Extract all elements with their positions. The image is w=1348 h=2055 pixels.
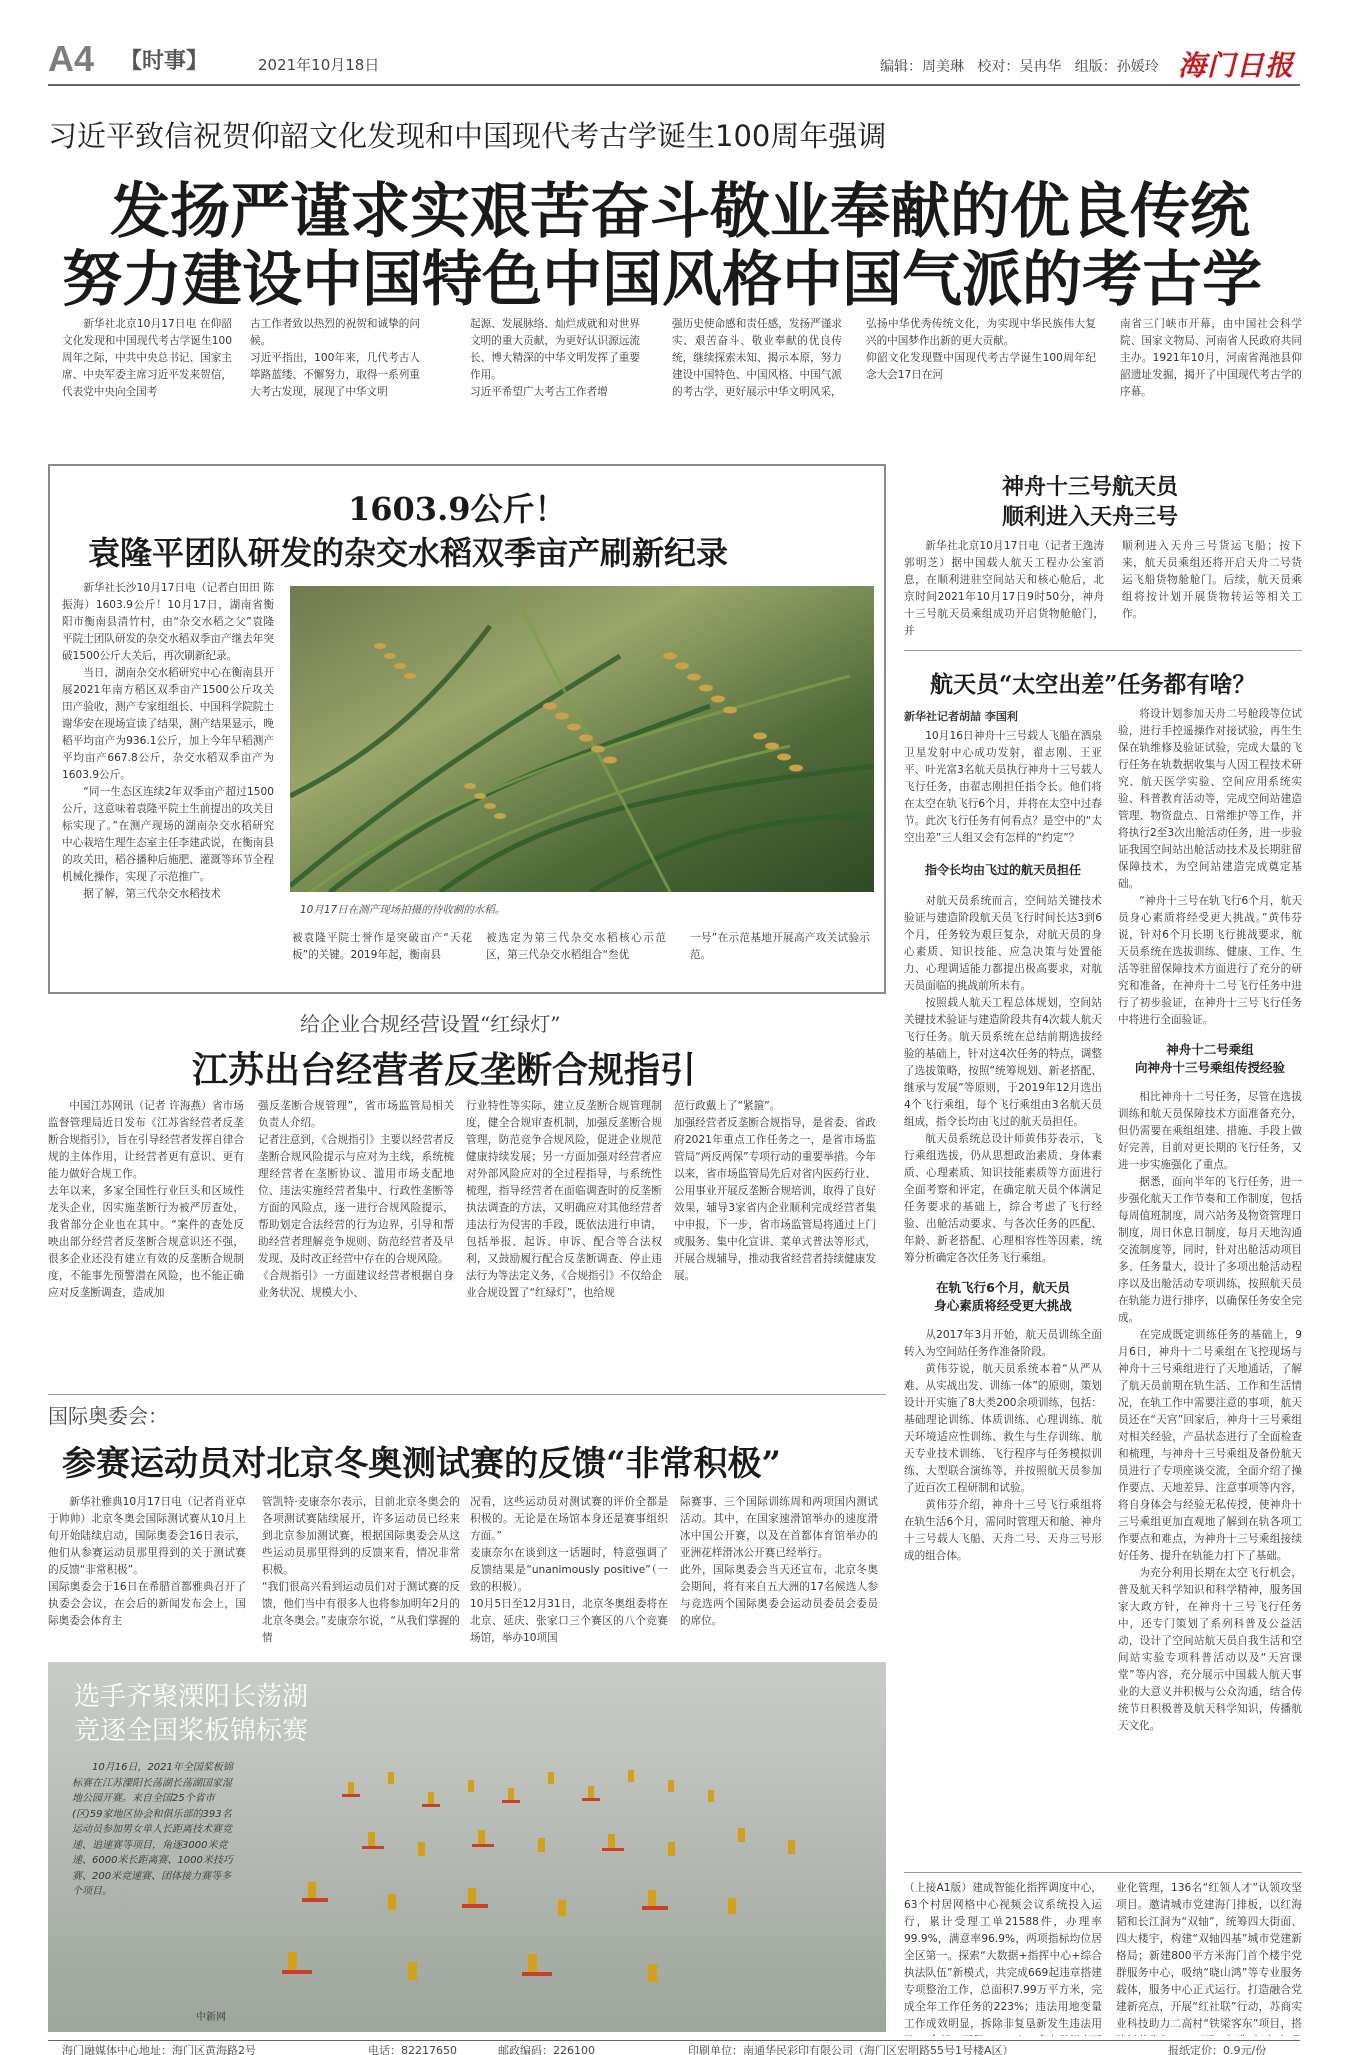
astronaut-para: 对航天员系统而言，空间站关键技术验证与建造阶段航天员飞行时间长达3到6个月，任务较为艰巨复杂，对航天员的身心素质、知识技能、应急决策与处置能力、心理调适能力都提出极高要求，对航天员面临的挑战前所未有。 — [904, 895, 1102, 992]
paddle-title-1: 选手齐聚溧阳长荡湖 — [74, 1682, 309, 1712]
shenzhou-brief-col-1: 新华社北京10月17日电（记者王逸涛 郭明芝）据中国载人航天工程办公室消息，在顺利进驻空间站天和核心舱后，北京时间2021年10月17日9时50分，神舟十三号航天员乘组成功开启货物舱舱门，并 — [904, 540, 1104, 637]
masthead — [0, 0, 1348, 88]
olympic-col-3: 况看，这些运动员对测试赛的评价全都是积极的。无论是在场馆本身还是赛事组织方面。” 麦康奈尔在谈到这一话题时，特意强调了反馈结果是“unanimously positive”（一致的积极）。 10月5日至12月31日，北京冬奥组委将在北京、延庆、张家口三个赛区的八个竞赛场馆，举办10项国 — [470, 1496, 668, 1644]
astronaut-subhead-2: 在轨飞行6个月，航天员 身心素质将经受更大挑战 — [934, 1280, 1072, 1313]
astronaut-col-2 — [1118, 706, 1302, 1866]
paddle-title-2: 竞逐全国桨板锦标赛 — [74, 1716, 309, 1746]
astronaut-para: 为充分利用长期在太空飞行机会，普及航天科学知识和科学精神，服务国家大政方针，在神舟十三号飞行任务中，还专门策划了系列科普及公益活动，设计了空间站航天员自我生活和空间站实验专项科普活动以及“天宫课堂”等内容，充分展示中国载人航天事业的大意义并积极与公众沟通，结合传统节日积极普及航天科学知识，传播航天文化。 — [1118, 1567, 1302, 1732]
astronaut-para: 相比神舟十二号任务，尽管在选拔训练和航天员保障技术方面准备充分，但仍需要在乘组组建、措施、手段上做好完善，目前对更长期的飞行任务，又进一步实施强化了重点。 — [1118, 1091, 1302, 1171]
olympic-col-2: 管凯特·麦康奈尔表示，目前北京冬奥会的各项测试赛陆续展开，许多运动员已经来到北京参加测试赛，根据国际奥委会从这些运动员那里得到的反馈来看，情况非常积极。 “我们很高兴看到运动员们对于测试赛的反馈，他们当中有很多人也将参加明年2月的北京冬奥会。”麦康奈尔说，“从我们掌握的情 — [262, 1496, 460, 1644]
paddle-credit: 中新网 — [196, 2012, 226, 2023]
masthead-rule — [48, 84, 1300, 86]
editor-credits: 编辑：周美琳 校对：吴冉华 组版：孙媛玲 — [880, 59, 1159, 75]
olympic-col-4: 际赛事、三个国际训练周和两项国内测试活动。其中，在国家速滑馆举办的速度滑冰中国公开赛，以及在首都体育馆举办的亚洲花样滑冰公开赛已经举行。 此外，国际奥委会当天还宣布，北京冬奥会期间，将有来自五大洲的17名候选人参与竞选两个国际奥委会运动员委员会委员的席位。 — [680, 1496, 878, 1627]
astronaut-para: 从2017年3月开始，航天员训练全面转入为空间站任务作准备阶段。 — [904, 1329, 1102, 1358]
redlight-col-3: 行业特性等实际，建立反垄断合规管理制度，健全合规审查机制，加强反垄断合规管理，防范竞争合规风险，促进企业规范健康持续发展；另一方面加强对经营者应对外部风险应对的全过程指导，与系统性梳理，指导经营者在面临调查时的反垄断执法调查的方法，又明确应对其他经营者违法行为侵害的手段，既依法进行申请，包括举报、起诉、申诉、配合等合法权利，又鼓励履行配合反垄断调查、停止违法行为等法定义务，《合规指引》不仅给企业合规设置了“红绿灯”，也给规 — [466, 1100, 662, 1299]
astronaut-para: 10月16日神舟十三号载人飞船在酒泉卫星发射中心成功发射，翟志刚、王亚平、叶光富3名航天员执行神舟十三号载人飞行任务，由翟志刚担任指令长。他们将在太空在轨飞行6个月，并将在太空中过春节。此次飞行任务有何看点？是空中的“太空出差”三人组又会有怎样的“约定”？ — [904, 730, 1102, 844]
astronaut-para: 黄伟芬说，航天员系统本着“从严从难、从实战出发、训练一体”的原则，策划设计开实施了8大类200余项训练，包括：基础理论训练、体质训练、心理训练、航天环境适应性训练、救生与生存训练、航天专业技术训练、飞行程序与任务模拟训练、大型联合演练等，并按照航天员参加了近百次工程研制和试验。 — [904, 1363, 1102, 1494]
lead-col-6: 南省三门峡市开幕，由中国社会科学院、国家文物局、河南省人民政府共同主办。1921年10月，河南省渑池县仰韶遗址发掘，揭开了中国现代考古学的序幕。 — [1120, 318, 1302, 398]
olympic-kicker: 国际奥委会： — [48, 1404, 168, 1428]
footer-phone: 电话：82217650 — [368, 2044, 457, 2055]
page-number: A4 — [48, 38, 95, 79]
footer — [48, 2042, 1300, 2055]
astronaut-title: 航天员“太空出差”任务都有啥？ — [930, 671, 1256, 698]
lead-col-5: 弘扬中华优秀传统文化，为实现中华民族伟大复兴的中国梦作出新的更大贡献。 仰韶文化发现暨中国现代考古学诞生100周年纪念大会17日在河 — [866, 318, 1096, 381]
rice-subtitle: 袁隆平团队研发的杂交水稻双季亩产刷新纪录 — [88, 534, 729, 572]
astronaut-subhead-3: 神舟十二号乘组 向神舟十三号乘组传授经验 — [1134, 1042, 1285, 1075]
lead-col-3: 起源、发展脉络、灿烂成就和对世界文明的重大贡献，为更好认识源远流长、博大精深的中华文明发挥了重要作用。 习近平希望广大考古工作者增 — [470, 318, 640, 398]
rice-photo-caption: 10月17日在测产现场拍摄的待收割的水稻。 — [300, 904, 506, 916]
paddle-caption: 10月16日，2021年全国桨板锦标赛在江苏溧阳长荡湖长荡湖国家湿地公园开赛。来自全国25个省市(区)59家地区协会和俱乐部的393名运动员参加男女单人长距离技术赛竞速、追速赛等项目，角逐3000米竞速、6000米长距离赛、1000米技巧赛、200米竞速赛、团体接力赛等多个项目。 — [72, 1762, 233, 1897]
shenzhou-brief-title-1: 神舟十三号航天员 — [1002, 474, 1179, 500]
rice-col-3: 被选定为第三代杂交水稻核心示范区，第三代杂交水稻组合“叁优 — [486, 932, 666, 961]
redlight-col-2: 强反垄断合规管理”，省市场监管局相关负责人介绍。 记者注意到，《合规指引》主要以经营者反垄断合规风险提示与应对为主线，系统梳理经营者在垄断协议、滥用市场支配地位、违法实施经营者集中、行政性垄断等方面的风险点，逐一进行合规风险提示，帮助划定合法经营的行为边界，引导和帮助经营者理解竞争规则、防范经营者及早发现、及时改正经营中存在的合规风险。 《合规指引》一方面建议经营者根据自身业务状况、规模大小、 — [258, 1100, 454, 1299]
footer-printer: 印刷单位：南通华民彩印有限公司（海门区宏明路55号1号楼A区） — [688, 2044, 1014, 2055]
lead-col-2: 古工作者致以热烈的祝贺和诚挚的问候。 习近平指出，100年来，几代考古人筚路蓝缕、不懈努力，取得一系列重大考古发现，展现了中华文明 — [250, 318, 420, 398]
olympic-col-1: 新华社雅典10月17日电（记者肖亚卓 于帅帅）北京冬奥会国际测试赛从10月上旬开始陆续启动，国际奥委会16日表示，他们从参赛运动员那里得到的关于测试赛的反馈“非常积极”。 国际奥委会于16日在希腊首都雅典召开了执委会会议，在会后的新闻发布会上，国际奥委会体育主 — [48, 1496, 246, 1627]
continued-col-1: （上接A1版）建成智能化指挥调度中心，63个村居网格中心视频会议系统投入运行，累计受理工单21588件，办理率99.9%，满意率96.9%，两项指标均位居全区第一。探索“大数据+指挥中心+综合执法队伍”新模式，共完成669起违章搭建专项整治工作，总面积7.99万平方米，完成全年工作任务的223%；违法用地变量工作成效明显，拆除非复垦新发生违法用 — [904, 1882, 1102, 2030]
issue-date: 2021年10月18日 — [258, 56, 380, 74]
rice-para: 新华社长沙10月17日电（记者白田田 陈振海）1603.9公斤！10月17日，湖南省衡阳市衡南县清竹村，由“杂交水稻之父”袁隆平院士团队研发的杂交水稻双季亩产继去年突破1500公斤大关后，再次刷新纪录。 — [62, 582, 274, 662]
lead-title-line1: 发扬严谨求实艰苦奋斗敬业奉献的优良传统 — [110, 177, 1250, 247]
lead-kicker: 习近平致信祝贺仰韶文化发现和中国现代考古学诞生100周年强调 — [48, 119, 887, 153]
footer-address: 海门融媒体中心地址：海门区黄海路2号 — [62, 2044, 256, 2055]
shenzhou-brief-col-2: 顺利进入天舟三号货运飞船；按下来，航天员乘组还将开启天舟二号货运飞船货物舱舱门。后续，航天员乘组将按计划开展货物转运等相关工作。 — [1122, 540, 1302, 620]
astronaut-para: 航天员系统总设计师黄伟芬表示，飞行乘组选拔，仍从思想政治素质、身体素质、心理素质、知识技能素质等方面进行全面考察和评定，在确定航天员个体满足任务要求的基础上，综合考虑了飞行经验、出舱活动要求、与各次任务的匹配、年龄、新老搭配、心理相容性等因素，统筹分析确定各次任务飞行乘组。 — [904, 1133, 1102, 1264]
rice-title: 1603.9公斤！ — [348, 490, 567, 528]
astronaut-col-1 — [904, 728, 1102, 1868]
astronaut-para: 将设计划参加天舟二号舱段等位试验，进行手控遥操作对接试验，再生生保在轨维修及验证试验，完成大量的飞行任务在轨数据收集与人因工程技术研究、航天医学实验、空间应用系统实验、科普教育活动等，完成空间站建造管理、物资盘点、日常维护等工作，并将执行2至3次出舱活动任务，进一步验证我国空间站出舱活动技术及长期驻留保障技术，为空间站建造完成奠定基础。 — [1118, 708, 1302, 890]
divider — [904, 650, 1302, 651]
newspaper-logo: 海门日报 — [1178, 49, 1295, 82]
rice-col-4: 一号”在示范基地开展高产攻关试验示范。 — [690, 932, 870, 961]
astronaut-para: 黄伟芬介绍，神舟十三号飞行乘组将在轨生活6个月，需同时管理天和舱、神舟十三号载人飞船、天舟二号、天舟三号形成的组合体。 — [904, 1499, 1102, 1562]
rice-photo — [290, 586, 874, 892]
rice-para: 当日，湖南杂交水稻研究中心在衡南县开展2021年南方稻区双季亩产1500公斤攻关田产验收，测产专家组组长、中国科学院院士谢华安在现场宣读了结果，测产结果显示，晚稻平均亩产为936.1公斤，加上今年早稻测产平均亩产667.8公斤，杂交水稻双季亩产为1603.9公斤。 — [62, 667, 274, 781]
footer-price: 报纸定价：0.9元/份 — [1168, 2044, 1267, 2055]
rice-para: “同一生态区连续2年双季亩产超过1500公斤，这意味着袁隆平院士生前提出的攻关目标实现了。”在测产现场的湖南杂交水稻研究中心栽培生理生态室主任李建武说，在衡南县的攻关田，稻谷播种后施肥、灌溉等环节全程机械化操作，实现了示范推广。 — [62, 786, 274, 883]
footer-rule — [48, 2040, 1300, 2041]
continued-col-2: 业化管理，136名“红领人才”认领攻坚项目。邀请城市党建海门排板，以红海韬和长江洞为“双轴”，统筹四大街面、四大楼宇，构建“双轴四基”城市党建新格局；新建800平方米海门首个楼宇党群服务中心，吸纳“晓山鸿”等专业服务载体，服务中心正式运行。打造融合党建新亮点，开展“红社联”行动，苏商实业科技助力二高村“铁梁客东”项目，搭 — [1116, 1882, 1302, 2030]
redlight-col-1: 中国江苏网讯（记者 许海燕）省市场监督管理局近日发布《江苏省经营者反垄断合规指引》，旨在引导经营者发挥自律合规的主体作用，让经营者更有意识、更有能力做好合规工作。 去年以来，多家全国性行业巨头和区域性龙头企业，因实施垄断行为被严厉查处，我省部分企业也在其中。“案件的查处反映出部分经营者反垄断合规意识还不强，很多企业还没有建立有效的反垄断合规制度，不能事先预警潜在风险，也不能正确应对反垄断调查，造成加 — [48, 1100, 244, 1299]
redlight-kicker: 给企业合规经营设置“红绿灯” — [300, 1012, 561, 1036]
redlight-col-4: 范行政戴上了“紧箍”。 加强经营者反垄断合规指导，是省委、省政府2021年重点工作任务之一，是省市场监管局“两反两保”专项行动的重要举措。今年以来，省市场监管局先后对省内医药行业、公用事业开展反垄断合规培训，取得了良好效果，辅导3家省内企业顺利完成经营者集中申报，下一步，省市场监管局将通过上门或服务、集中化宣讲、菜单式普法等形式，开展合规辅导，推动我省经营者持续健康发展。 — [674, 1100, 876, 1282]
rice-para: 据了解，第三代杂交水稻技术 — [83, 888, 221, 900]
shenzhou-brief-title-2: 顺利进入天舟三号 — [1002, 504, 1179, 530]
astronaut-byline: 新华社记者胡喆 李国利 — [904, 710, 1018, 723]
astronaut-para: 按照载人航天工程总体规划，空间站关键技术验证与建造阶段共有4次载人航天飞行任务。航天员系统在总结前期选拔经验的基础上，针对这4次任务的特点，调整了选拔策略，按照“统筹规划、新老搭配、继承与发展”等原则，于2019年12月选出4个飞行乘组，每个飞行乘组由3名航天员组成，指令长均由飞过的航天员担任。 — [904, 997, 1102, 1128]
lead-col-4: 强历史使命感和责任感，发扬严谨求实、艰苦奋斗、敬业奉献的优良传统，继续探索未知、揭示本原，努力建设中国特色、中国风格、中国气派的考古学，更好展示中华文明风采， — [672, 318, 842, 398]
lead-title-line2: 努力建设中国特色中国风格中国气派的考古学 — [62, 245, 1262, 315]
rice-col-2: 被袁隆平院士誉作是突破亩产“天花板”的关键。2019年起，衡南县 — [292, 932, 472, 961]
lead-col-1: 新华社北京10月17日电 在仰韶文化发现和中国现代考古学诞生100周年之际，中共中央总书记、国家主席、中央军委主席习近平发来贺信，代表党中央向全国考 — [62, 318, 232, 398]
section-label: 【时事】 — [120, 49, 209, 74]
rice-col-1 — [62, 580, 274, 984]
divider — [904, 1872, 1302, 1873]
divider — [48, 1394, 886, 1395]
olympic-title: 参赛运动员对北京冬奥测试赛的反馈“非常积极” — [62, 1444, 782, 1484]
astronaut-para: “神舟十三号在轨飞行6个月，航天员身心素质将经受更大挑战。”黄伟芬说，针对6个月长期飞行挑战要求，航天员系统在选拔训练、健康、工作、生活等驻留保障技术方面进行了充分的研究和准备，在神舟十二号飞行任务中进行了初步验证，在神舟十三号飞行任务中将进行全面验证。 — [1118, 895, 1302, 1026]
astronaut-para: 据悉，面向半年的飞行任务，进一步强化航天工作节奏和工作制度，包括每周值班制度，周六站务及物资管理日制度，周日休息日制度，每月天地沟通交流制度等，同时，针对出舱活动项目多、任务量大，设计了多项出舱活动程序以及出舱活动专项训练，按照航天员在轨能力进行排序，以确保任务安全完成。 — [1118, 1176, 1302, 1324]
astronaut-subhead-1: 指令长均由飞过的航天员担任 — [924, 863, 1081, 877]
redlight-title: 江苏出台经营者反垄断合规指引 — [192, 1049, 697, 1091]
astronaut-para: 在完成既定训练任务的基础上，9月6日，神舟十二号乘组在飞控现场与神舟十三号乘组进行了天地通话，了解了航天员前期在轨生活、工作和生活情况，在轨工作中需要注意的事项，航天员还在“天宫”回家后，神舟十三号乘组对相关经验，产品状态进行了全面检查和梳理，与神舟十三号乘组及备份航天员进行了专项座谈交流，全面介绍了操作要点、天地差异、注意事项等内容，将自身体会与经验无私传授，使神舟十三号乘组更加直观地了解到在轨各项工作要点和难点，为神舟十三号乘组接续好任务、提升在轨能力打下了基础。 — [1118, 1329, 1302, 1562]
footer-postcode: 邮政编码：226100 — [498, 2044, 595, 2055]
